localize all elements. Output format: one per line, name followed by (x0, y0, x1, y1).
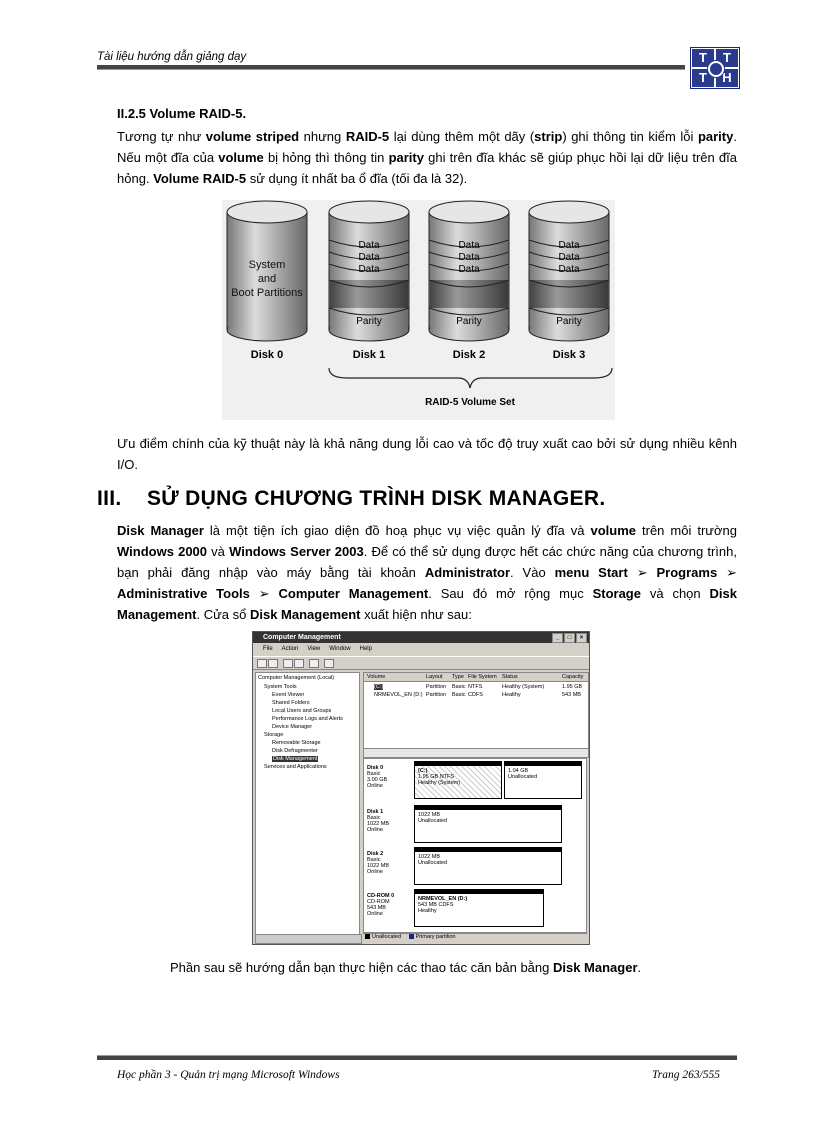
column-header[interactable]: File System (468, 674, 497, 680)
disk-0-text: and (257, 273, 277, 285)
bold-term: parity (697, 129, 734, 144)
forward-icon[interactable] (268, 659, 278, 668)
logo (690, 47, 740, 89)
bold-term: Administrative Tools (117, 586, 250, 601)
computer-management-window (252, 631, 590, 945)
menu-file[interactable]: File (263, 646, 273, 652)
show-tree-icon[interactable] (294, 659, 304, 668)
logo-letter: T (716, 49, 738, 67)
volume-list (363, 672, 589, 750)
logo-letter: T (692, 69, 714, 87)
strip-label: Parity (456, 316, 482, 327)
bold-term: Disk Manager (552, 960, 638, 975)
header-title: Tài liệu hướng dẫn giảng dạy (97, 51, 247, 63)
paragraph-raid5: Tương tự như volume striped nhưng RAID-5 lại dùng thêm một dãy (strip) ghi thông tin kiểm lỗi parity. Nếu một đĩa của volume bị hỏng thì thông tin parity ghi trên đĩa khác sẽ giúp phục hồi lại dữ liệu trên đĩa hỏng. Volume RAID-5 sử dụng ít nhất ba ổ đĩa (tối đa là 32). (117, 129, 737, 186)
disk-info[interactable]: CD-ROM 0 CD-ROM 543 MB Online (367, 893, 395, 917)
help-icon[interactable] (324, 659, 334, 668)
disk-info[interactable]: Disk 0 Basic 3.00 GB Online (367, 765, 388, 789)
close-button[interactable]: × (576, 633, 587, 643)
back-icon[interactable] (257, 659, 267, 668)
disk-0-cylinder (227, 201, 307, 341)
properties-icon[interactable] (309, 659, 319, 668)
disk-label: Disk 3 (552, 349, 586, 361)
menu-action[interactable]: Action (281, 646, 299, 652)
tree-scrollbar[interactable] (255, 934, 362, 944)
strip-label: Data (358, 252, 380, 263)
bold-term: strip (534, 129, 563, 144)
tree-item-selected[interactable]: Disk Management (273, 756, 318, 762)
disk-info[interactable]: Disk 2 Basic 1022 MB Online (367, 851, 390, 875)
strip-label: Data (458, 252, 480, 263)
strip-label: Data (358, 240, 380, 251)
paragraph-disk-manager: Disk Manager là một tiện ích giao diện đồ hoạ phục vụ việc quản lý đĩa và volume trên môi trường Windows 2000 và Windows Server 2003. Để có thể sử dụng được hết các chức năng của chương trình, bạn phải đăng nhập vào máy bằng tài khoản Administrator. Vào menu Start ➢ Programs ➢ Administrative Tools ➢ Computer Management. Sau đó mở rộng mục Storage và chọn Disk Management. Cửa sổ Disk Management xuất hiện như sau: (117, 523, 737, 622)
bold-term: menu Start (554, 565, 628, 580)
bold-term: Storage (592, 586, 641, 601)
partition-unallocated[interactable]: 1.04 GB Unallocated (504, 761, 582, 799)
bold-term: Windows 2000 (117, 544, 208, 559)
disk-0-text: System (248, 259, 286, 271)
disk-label: Disk 1 (352, 349, 386, 361)
toolbar (253, 656, 589, 670)
bold-term: RAID-5 (345, 129, 390, 144)
strip-label: Data (558, 240, 580, 251)
disk-1-cylinder (329, 201, 409, 341)
section-heading: II.2.5 Volume RAID-5. (117, 106, 247, 121)
logo-ring (708, 61, 724, 77)
column-header[interactable]: Status (502, 674, 518, 680)
bold-term: Disk Management (117, 586, 737, 622)
column-header[interactable]: Capacity (562, 674, 584, 680)
raid5-diagram (222, 200, 615, 420)
disk-0-text: Boot Partitions (231, 287, 303, 299)
disk-graphical-view (363, 758, 587, 934)
bold-term: Programs (656, 565, 718, 580)
tree-item[interactable]: Computer Management (Local) (258, 675, 335, 681)
tree-item[interactable]: Services and Applications (264, 764, 327, 770)
list-scrollbar[interactable] (363, 748, 589, 758)
strip-label: Data (358, 264, 380, 275)
bold-term: Disk Manager (117, 523, 204, 538)
tree-item[interactable]: Performance Logs and Alerts (272, 716, 343, 722)
up-icon[interactable] (283, 659, 293, 668)
strip-label: Data (558, 252, 580, 263)
tree-item[interactable]: Storage (264, 732, 284, 738)
column-header[interactable]: Layout (426, 674, 443, 680)
volume-set-brace (329, 368, 612, 388)
volume-set-label: RAID-5 Volume Set (425, 397, 515, 408)
strip-label: Parity (556, 316, 582, 327)
legend-primary: Primary partition (415, 934, 456, 940)
minimize-button[interactable]: _ (552, 633, 563, 643)
strip-label: Parity (356, 316, 382, 327)
window-title: Computer Management (263, 634, 341, 641)
tree-item[interactable]: Removable Storage (272, 740, 321, 746)
section-title-text: SỬ DỤNG CHƯƠNG TRÌNH DISK MANAGER. (147, 487, 606, 510)
strip-label: Data (458, 240, 480, 251)
menu-view[interactable]: View (307, 646, 321, 652)
bold-term: volume (590, 523, 636, 538)
volume-list-header (364, 673, 588, 682)
menu-help[interactable]: Help (359, 646, 372, 652)
partition-cdrom[interactable]: NRMEVOL_EN (D:) 543 MB CDFS Healthy (414, 889, 544, 927)
menu-window[interactable]: Window (329, 646, 351, 652)
table-row[interactable]: NRMEVOL_EN (D:) Partition Basic CDFS Healthy 543 MB (374, 692, 581, 698)
console-tree (255, 672, 360, 936)
disk-label: Disk 0 (250, 349, 284, 361)
table-row[interactable]: (C:) Partition Basic NTFS Healthy (System) 1.95 GB (374, 684, 583, 690)
footer-rule (97, 1055, 737, 1060)
bold-term: Computer Management (278, 586, 429, 601)
partition-unallocated[interactable]: 1022 MB Unallocated (414, 805, 562, 843)
disk-3-cylinder (529, 201, 609, 341)
section-number: III. (97, 487, 122, 510)
partition-c[interactable]: (C:) 1.95 GB NTFS Healthy (System) (414, 761, 502, 799)
header-rule (97, 65, 685, 70)
tree-item[interactable]: Disk Defragmenter (272, 748, 318, 754)
disk-label: Disk 2 (452, 349, 486, 361)
footer-page: Trang 263/555 (652, 1069, 721, 1081)
strip-label: Data (458, 264, 480, 275)
footer-course: Học phần 3 - Quản trị mạng Microsoft Windows (117, 1069, 340, 1081)
disk-info[interactable]: Disk 1 Basic 1022 MB Online (367, 809, 390, 833)
bold-term: Windows Server 2003 (229, 544, 364, 559)
tree-item[interactable]: Shared Folders (272, 700, 310, 706)
column-header[interactable]: Volume (367, 674, 386, 680)
bold-term: volume (218, 150, 264, 165)
paragraph-next: Phần sau sẽ hướng dẫn bạn thực hiện các thao tác căn bản bằng Disk Manager. (170, 960, 642, 975)
partition-unallocated[interactable]: 1022 MB Unallocated (414, 847, 562, 885)
logo-letter: H (716, 69, 738, 87)
window-titlebar (253, 632, 589, 643)
bold-term: volume striped (205, 129, 300, 144)
bold-term: parity (388, 150, 424, 165)
tree-item[interactable]: Local Users and Groups (272, 708, 332, 714)
legend-unallocated: Unallocated (372, 934, 402, 940)
maximize-button[interactable]: □ (564, 633, 575, 643)
section-title (97, 487, 605, 511)
tree-item[interactable]: Device Manager (272, 724, 313, 730)
tree-item[interactable]: Event Viewer (272, 692, 305, 698)
column-header[interactable]: Type (452, 674, 464, 680)
strip-label: Data (558, 264, 580, 275)
tree-item[interactable]: System Tools (264, 684, 297, 690)
bold-term: Disk Management (249, 607, 361, 622)
disk-2-cylinder (429, 201, 509, 341)
logo-letter: T (692, 49, 714, 67)
paragraph-advantages: Ưu điểm chính của kỹ thuật này là khả năng dung lỗi cao và tốc độ truy xuất cao bởi sử dụng nhiều kênh I/O. (117, 436, 737, 472)
menu-bar (253, 644, 589, 655)
bold-term: Volume RAID-5 (153, 171, 247, 186)
legend (363, 932, 587, 942)
bold-term: Administrator (424, 565, 511, 580)
